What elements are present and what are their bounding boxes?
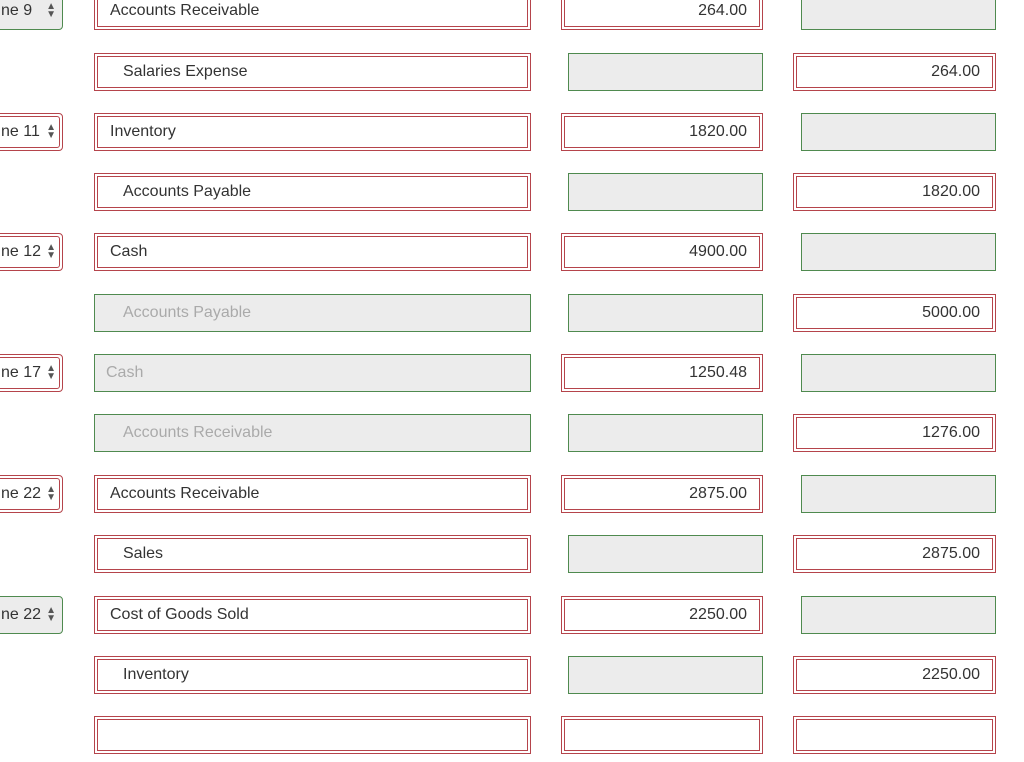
- date-select-value: ne 17: [1, 364, 42, 381]
- debit-input[interactable]: [568, 535, 763, 573]
- date-select-value: ne 22: [1, 485, 42, 502]
- credit-input[interactable]: [793, 414, 996, 452]
- credit-input[interactable]: [793, 53, 996, 91]
- account-input[interactable]: [94, 113, 531, 151]
- account-input[interactable]: [94, 535, 531, 573]
- credit-input[interactable]: [801, 233, 996, 271]
- account-input-value: Accounts Payable: [123, 304, 252, 321]
- debit-input[interactable]: [568, 173, 763, 211]
- date-select-value: ne 9: [1, 2, 33, 19]
- date-select[interactable]: [0, 354, 63, 392]
- spinner-arrows-icon: ▲ ▼: [46, 605, 56, 624]
- account-input-value: Salaries Expense: [123, 63, 248, 80]
- debit-input[interactable]: [561, 233, 763, 271]
- credit-input[interactable]: [801, 113, 996, 151]
- credit-input[interactable]: [801, 475, 996, 513]
- debit-input-value: 1250.48: [689, 364, 747, 381]
- debit-input[interactable]: [561, 0, 763, 30]
- account-input[interactable]: [94, 0, 531, 30]
- credit-input[interactable]: [801, 596, 996, 634]
- journal-row: [0, 414, 1024, 452]
- account-input-value: Inventory: [110, 123, 176, 140]
- debit-input[interactable]: [561, 716, 763, 754]
- account-input[interactable]: [94, 294, 531, 332]
- credit-input-value: 5000.00: [922, 304, 980, 321]
- account-input[interactable]: [94, 475, 531, 513]
- account-input-value: Accounts Receivable: [110, 485, 260, 502]
- journal-row: [0, 233, 1024, 271]
- spinner-arrows-icon: ▲ ▼: [46, 242, 56, 261]
- date-select-value: ne 12: [1, 243, 42, 260]
- journal-row: [0, 475, 1024, 513]
- account-input[interactable]: [94, 354, 531, 392]
- account-input[interactable]: [94, 53, 531, 91]
- account-input-value: Cost of Goods Sold: [110, 606, 249, 623]
- account-input[interactable]: [94, 716, 531, 754]
- credit-input[interactable]: [793, 656, 996, 694]
- account-input-value: Accounts Receivable: [110, 2, 260, 19]
- credit-input[interactable]: [793, 716, 996, 754]
- account-input-value: Accounts Payable: [123, 183, 252, 200]
- debit-input[interactable]: [561, 113, 763, 151]
- account-input-value: Accounts Receivable: [123, 424, 273, 441]
- spinner-arrows-icon: ▲ ▼: [46, 363, 56, 382]
- credit-input-value: 2250.00: [922, 666, 980, 683]
- credit-input[interactable]: [801, 354, 996, 392]
- credit-input[interactable]: [793, 535, 996, 573]
- credit-input-value: 264.00: [931, 63, 980, 80]
- account-input[interactable]: [94, 414, 531, 452]
- debit-input[interactable]: [561, 596, 763, 634]
- date-select[interactable]: [0, 233, 63, 271]
- debit-input-value: 2875.00: [689, 485, 747, 502]
- journal-row: [0, 535, 1024, 573]
- credit-input-value: 1820.00: [922, 183, 980, 200]
- account-input[interactable]: [94, 596, 531, 634]
- debit-input[interactable]: [568, 656, 763, 694]
- date-select[interactable]: [0, 0, 63, 30]
- credit-input-value: 1276.00: [922, 424, 980, 441]
- journal-row: [0, 173, 1024, 211]
- journal-row: [0, 596, 1024, 634]
- debit-input-value: 4900.00: [689, 243, 747, 260]
- journal-row: [0, 0, 1024, 30]
- credit-input-value: 2875.00: [922, 545, 980, 562]
- date-select[interactable]: [0, 475, 63, 513]
- spinner-arrows-icon: ▲ ▼: [46, 1, 56, 20]
- account-input-value: Cash: [106, 364, 144, 381]
- date-select[interactable]: [0, 113, 63, 151]
- journal-row: [0, 53, 1024, 91]
- account-input-value: Sales: [123, 545, 164, 562]
- date-select-value: ne 22: [1, 606, 42, 623]
- journal-row: [0, 294, 1024, 332]
- debit-input[interactable]: [568, 294, 763, 332]
- account-input[interactable]: [94, 656, 531, 694]
- credit-input[interactable]: [793, 173, 996, 211]
- journal-row: [0, 716, 1024, 754]
- debit-input-value: 264.00: [698, 2, 747, 19]
- credit-input[interactable]: [801, 0, 996, 30]
- debit-input-value: 1820.00: [689, 123, 747, 140]
- debit-input[interactable]: [561, 354, 763, 392]
- spinner-arrows-icon: ▲ ▼: [46, 122, 56, 141]
- debit-input[interactable]: [561, 475, 763, 513]
- debit-input-value: 2250.00: [689, 606, 747, 623]
- debit-input[interactable]: [568, 53, 763, 91]
- date-select-value: ne 11: [1, 123, 40, 140]
- account-input-value: Inventory: [123, 666, 189, 683]
- credit-input[interactable]: [793, 294, 996, 332]
- journal-row: [0, 656, 1024, 694]
- journal-row: [0, 113, 1024, 151]
- debit-input[interactable]: [568, 414, 763, 452]
- journal-row: [0, 354, 1024, 392]
- account-input[interactable]: [94, 173, 531, 211]
- account-input-value: Cash: [110, 243, 148, 260]
- spinner-arrows-icon: ▲ ▼: [46, 484, 56, 503]
- account-input[interactable]: [94, 233, 531, 271]
- date-select[interactable]: [0, 596, 63, 634]
